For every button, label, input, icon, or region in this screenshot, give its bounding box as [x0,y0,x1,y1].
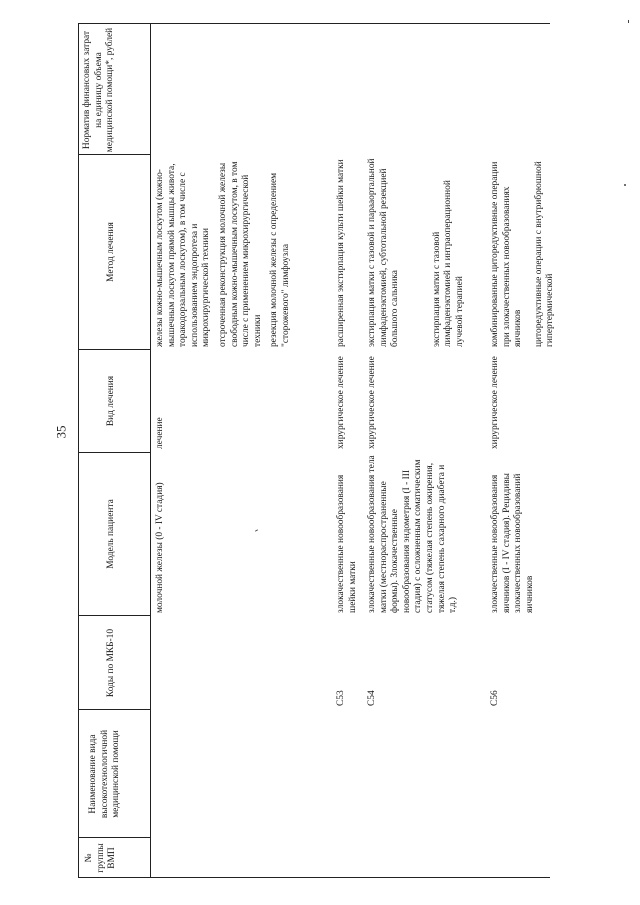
row-type: хирургическое лечение [490,356,500,449]
vmp-table [78,23,556,878]
method-item: резекция молочной железы с определением "сторожевого" лимфоузла [269,172,291,347]
header-method: Метод лечения [106,222,116,282]
row-type: хирургическое лечение [336,356,346,449]
table-top-border [78,23,79,878]
row-method [490,155,557,347]
header-bottom-border [150,23,151,878]
page-number: 35 [53,425,69,439]
header-group: № группы ВМП [84,843,118,873]
row-model: злокачественные новообразования шейки матки [336,474,358,613]
header-icd: Коды по МКБ-10 [106,628,116,698]
method-item: экстирпация матки с тазовой лимфаденэктомией и интраоперационной лучевой терапией [431,180,465,347]
scan-speck [624,184,626,186]
row-icd: C56 [490,690,500,706]
method-item: отсроченная реконструкция молочной железы свободным кожно-мышечным лоскутом, в том числе с применением микрохирургической техники [217,161,263,347]
column-divider [78,837,150,838]
header-model: Модель пациента [106,499,116,569]
column-divider [78,452,150,453]
header-norm: Норматив финансовых затрат на единицу объема медицинской помощи*, рублей [82,27,116,153]
row-model: злокачественные новообразования яичников (I - IV стадия). Рецидивы злокачественных новообразований яичников [490,473,535,613]
column-divider [78,615,150,616]
row-method [336,155,348,347]
method-item: экстирпация матки с тазовой и парааортальной лимфаденэктомией, субтотальной резекцией большого сальника [367,158,401,347]
header-type: Вид лечения [106,375,116,427]
row-method [155,155,293,347]
column-divider [78,154,150,155]
row-type: хирургическое лечение [367,356,377,449]
row-icd: C53 [336,690,346,706]
table-left-border [78,877,550,878]
method-item: расширенная экстирпация культи шейки матки [336,159,346,347]
column-divider [78,349,150,350]
column-divider [78,709,150,710]
table-right-border [78,23,550,24]
row-model: молочной железы (0 - IV стадия) [155,482,165,613]
method-item: железы кожно-мышечным лоскутом (кожно-мышечным лоскутом прямой мышцы живота, торакодорзальным лоскутом), в том числе с использованием эндопротеза и микрохирургической техники [155,163,212,347]
row-type: лечение [155,417,165,449]
scan-speck [255,529,258,531]
row-model: злокачественные новообразования тела матки (местнораспространенные формы). Злокачественные новообразования эндометрия (I - III стадия) с осложненным соматическим статусом (тяжелая степень ожирения, тяжелая степень сахарного диабета и т.д.) [367,455,459,613]
method-item: циторедуктивные операции с внутрибрюшной гипертермической [533,161,556,347]
header-name: Наименование вида высокотехнологичной медицинской помощи [88,729,122,819]
method-item: комбинированные циторедуктивные операции при злокачественных новообразованиях яичников [490,161,524,347]
row-method [367,155,467,347]
row-icd: C54 [367,690,377,706]
scan-speck [628,20,629,23]
